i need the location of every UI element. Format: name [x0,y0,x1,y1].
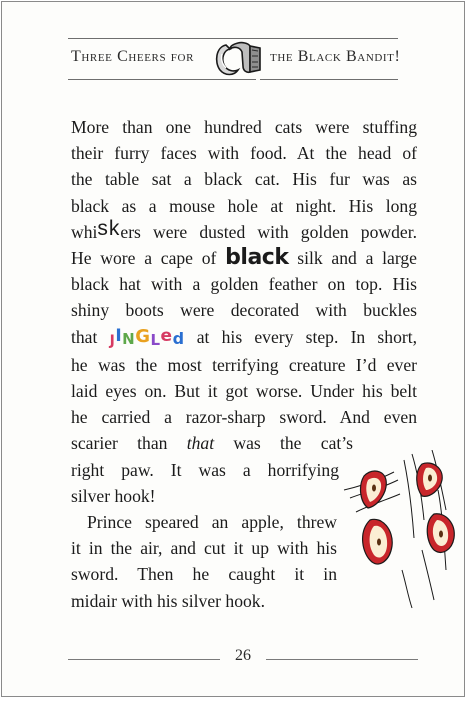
jingled-letter: N [122,329,136,348]
jingled-effect-text [109,325,185,349]
black-effect-text: black [225,245,289,271]
story-line-7: black hat with a golden feather on top. His [71,274,417,295]
header-title-right: the Black Bandit! [270,48,401,65]
word-fragment: that [71,326,110,347]
whiskers-effect-text: sk [97,216,121,240]
header-rule-bottom-right [260,79,398,80]
word-fragment: was the cat’s [214,433,354,454]
jingled-letter: L [150,330,161,349]
footer-rule-right [266,659,418,660]
story-line-18: sword. Then he caught it in [71,564,337,585]
silver-hook-icon [212,40,264,78]
story-line-1: More than one hundred cats were stuffing [71,117,417,137]
story-line-16: Prince speared an apple, threw [87,512,337,533]
jingled-letter: e [160,325,173,346]
jingled-letter: I [115,325,123,346]
story-line-3: the table sat a black cat. His fur was as [71,169,417,190]
footer-rule-left [68,659,220,660]
apple-slice [361,471,387,508]
running-header [2,38,464,82]
story-line-12: he carried a razor-sharp sword. And even [71,407,417,428]
word-fragment: ers were dusted with golden powder. [120,221,417,242]
story-line-19: midair with his silver hook. [71,590,266,611]
story-line-4: black as a mouse hole at night. His long [71,195,417,216]
word-fragment: He wore a cape of [71,248,226,269]
story-line-6 [71,245,417,271]
header-rule-top [68,38,398,39]
header-title-left: Three Cheers for [71,48,194,65]
page-number: 26 [235,647,251,664]
book-page [1,1,465,697]
word-fragment: scarier than [71,433,187,454]
header-rule-bottom-left [68,79,256,80]
word-fragment: silk and a large [288,248,417,269]
story-line-15: silver hook! [71,485,156,506]
story-line-11: laid eyes on. But it got worse. Under his belt [71,381,417,402]
story-line-13 [71,430,353,456]
sliced-apple-illustration [342,450,465,610]
italic-word: that [186,433,215,454]
story-line-14: right paw. It was a horrifying [71,459,339,480]
story-line-2: their furry faces with food. At the head of [71,143,417,164]
apple-slice [427,514,454,553]
story-line-10: he was the most terrifying creature I’d ever [71,354,417,375]
apple-slice [363,519,393,564]
jingled-letter: d [172,328,185,348]
story-line-8: shiny boots were decorated with buckles [71,300,417,321]
story-line-9 [71,324,417,352]
jingled-letter: J [109,332,116,349]
word-fragment: whi [71,221,98,242]
story-line-17: it in the air, and cut it up with his [71,538,337,559]
word-fragment: at his every step. In short, [184,326,418,347]
story-line-5 [71,216,417,245]
jingled-letter: G [135,325,151,347]
